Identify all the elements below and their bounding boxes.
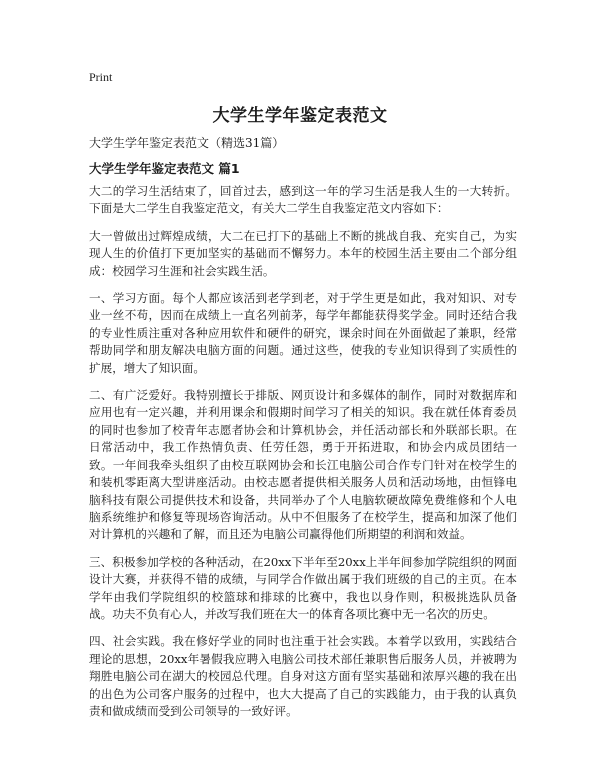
- document-body: [89, 183, 517, 730]
- paragraph-overview: 大一曾做出过辉煌成绩，大二在已打下的基础上不断的挑战自我、充实自己，为实现人生的价值打下更加坚实的基础而不懈努力。本年的校园生活主要由二个部分组成：校园学习生涯和社会实践生活。: [89, 228, 517, 278]
- section-heading: 大学生学年鉴定表范文 篇1: [89, 161, 240, 176]
- document-subtitle: 大学生学年鉴定表范文（精选31篇）: [89, 136, 285, 150]
- paragraph-intro: 大二的学习生活结束了，回首过去，感到这一年的学习生活是我人生的一大转折。下面是大二学生自我鉴定范文，有关大二学生自我鉴定范文内容如下：: [89, 184, 517, 216]
- document-title: 大学生学年鉴定表范文: [212, 106, 388, 126]
- paragraph-study: 一、学习方面。每个人都应该活到老学到老，对于学生更是如此，我对知识、对专业一丝不苟，因而在成绩上一直名列前茅，每学年都能获得奖学金。同时还结合我的专业性质注重对各种应用软件和硬件的研究，课余时间在外面做起了兼职，经常帮助同学和朋友解决电脑方面的问题。通过这些，使我的专业知识得到了实质性的扩展，增大了知识面。: [89, 291, 517, 375]
- print-label: Print: [89, 70, 113, 84]
- paragraph-practice: 四、社会实践。我在修好学业的同时也注重于社会实践。本着学以致用，实践结合理论的思想，20xx年暑假我应聘入电脑公司技术部任兼职售后服务人员，并被聘为翔胜电脑公司在湖大的校园总代理。自身对这方面有坚实基础和浓厚兴趣的我在出的出色为公司客户服务的过程中，也大大提高了自己的实践能力，由于我的认真负责和做成绩而受到公司领导的一致好评。: [89, 634, 517, 718]
- paragraph-activities: 三、积极参加学校的各种活动，在20xx下半年至20xx上半年间参加学院组织的网面设计大赛，并获得不错的成绩，与同学合作做出属于我们班级的自己的主页。在本学年由我们学院组织的校篮球和排球的比赛中，我也以身作则，积极挑选队员备战。功夫不负有心人，并改写我们班在大一的体育各项比赛中无一名次的历史。: [89, 554, 517, 621]
- paragraph-hobbies: 二、有广泛爱好。我特别擅长于排版、网页设计和多媒体的制作，同时对数据库和应用也有一定兴趣，并利用课余和假期时间学习了相关的知识。我在就任体育委员的同时也参加了校青年志愿者协会和计算机协会，并任活动部长和外联部长职。在日常活动中，我工作热情负责、任劳任怨，勇于开拓进取，和协会内成员团结一致。一年间我牵头组织了由校互联网协会和长江电脑公司合作专门针对在校学生的和装机零距离大型讲座活动。由校志愿者提供相关服务人员和活动场地，由恒锋电脑科技有限公司提供技术和设备，共同举办了个人电脑软硬故障免费维修和个人电脑系统维护和修复等现场咨询活动。从中不但服务了在校学生，提高和加深了他们对计算机的兴趣和了解，而且还为电脑公司赢得他们所期望的利润和效益。: [89, 388, 517, 542]
